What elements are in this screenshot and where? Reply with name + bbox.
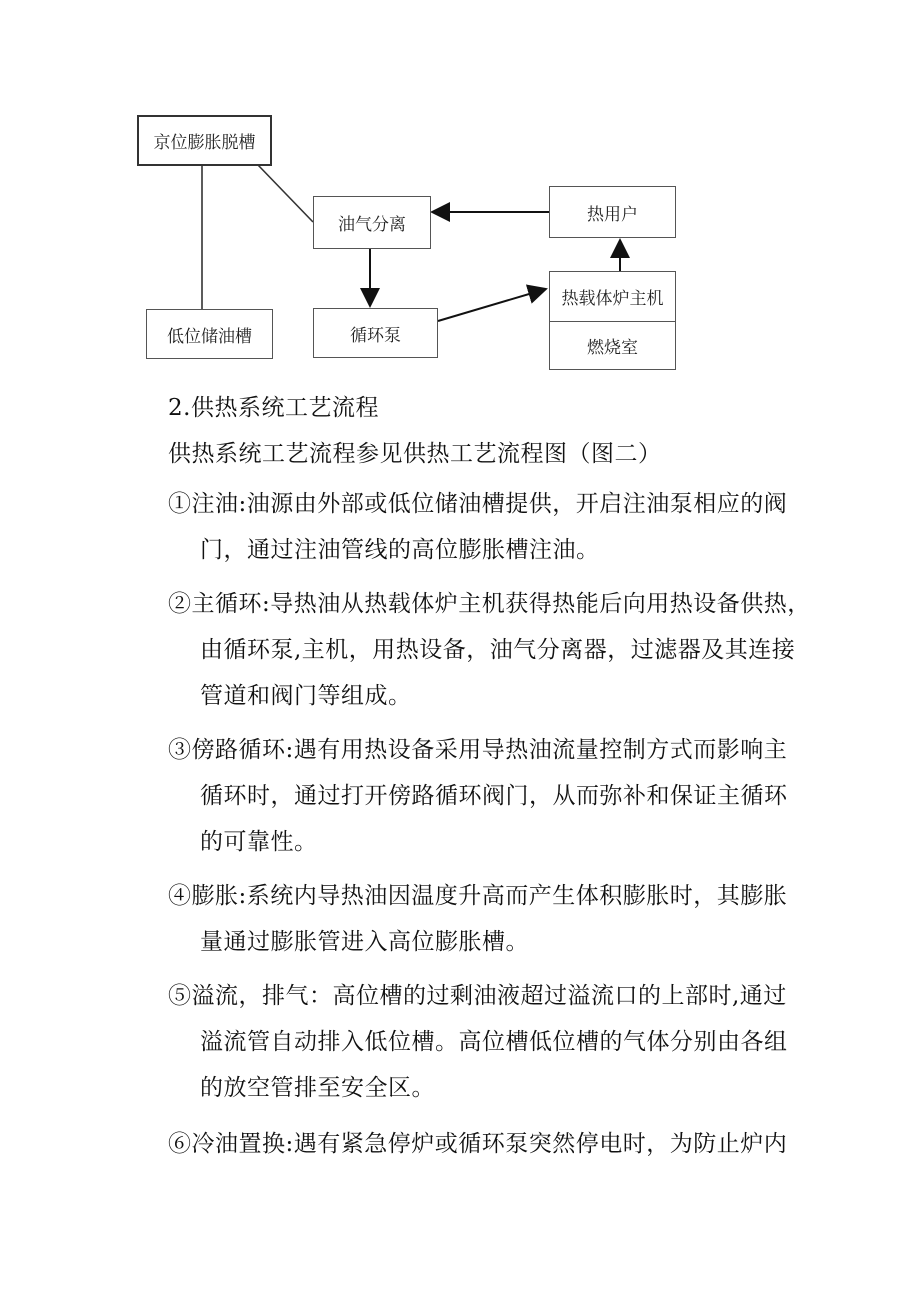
box-furnace-main-label: 热载体炉主机: [561, 289, 664, 309]
box-low-tank-label: 低位储油槽: [167, 326, 252, 347]
item-1-line-2: 门，通过注油管线的高位膨胀槽注油。: [200, 537, 600, 563]
item-2-line-3: 管道和阀门等组成。: [200, 683, 412, 709]
box-combustion-chamber: [549, 322, 676, 370]
line-tank-to-separator: [258, 165, 313, 222]
item-6-line-1: ⑥冷油置换:遇有紧急停炉或循环泵突然停电时，为防止炉内: [168, 1131, 788, 1157]
item-5-line-3: 的放空管排至安全区。: [200, 1075, 435, 1101]
item-1-line-1: ①注油:油源由外部或低位储油槽提供，开启注油泵相应的阀: [168, 491, 788, 517]
arrow-pump-to-furnace: [438, 289, 546, 321]
item-4-line-1: ④膨胀:系统内导热油因温度升高而产生体积膨胀时，其膨胀: [168, 883, 788, 909]
item-3-line-3: 的可靠性。: [200, 829, 318, 855]
box-low-storage-tank: [146, 309, 273, 359]
box-pump-label: 循环泵: [350, 325, 401, 346]
box-furnace-main: [549, 271, 676, 322]
document-body: [168, 385, 908, 1167]
box-separator-label: 油气分离: [338, 215, 406, 235]
process-flow-diagram: [0, 0, 920, 380]
box-heat-user-label: 热用户: [587, 204, 638, 225]
intro-paragraph: 供热系统工艺流程参见供热工艺流程图（图二）: [168, 441, 662, 467]
box-expansion-tank-label: 京位膨胀脱槽: [153, 133, 256, 153]
box-expansion-tank: [137, 115, 272, 166]
item-5-line-2: 溢流管自动排入低位槽。高位槽低位槽的气体分别由各组: [200, 1029, 788, 1055]
item-5-line-1: ⑤溢流，排气：高位槽的过剩油液超过溢流口的上部时,通过: [168, 983, 787, 1009]
item-3-line-1: ③傍路循环:遇有用热设备采用导热油流量控制方式而影响主: [168, 737, 788, 763]
section-heading: 2.供热系统工艺流程: [168, 395, 379, 421]
item-2-line-1: ②主循环:导热油从热载体炉主机获得热能后向用热设备供热，: [168, 591, 811, 617]
item-2-line-2: 由循环泵,主机，用热设备，油气分离器，过滤器及其连接: [200, 637, 796, 663]
box-oil-gas-separator: [313, 196, 431, 249]
box-combustion-label: 燃烧室: [587, 338, 638, 358]
item-4-line-2: 量通过膨胀管进入高位膨胀槽。: [200, 929, 529, 955]
box-heat-user: [549, 186, 676, 238]
diagram-connectors: [0, 0, 920, 380]
box-circulation-pump: [313, 308, 438, 358]
item-3-line-2: 循环时，通过打开傍路循环阀门，从而弥补和保证主循环: [200, 783, 788, 809]
